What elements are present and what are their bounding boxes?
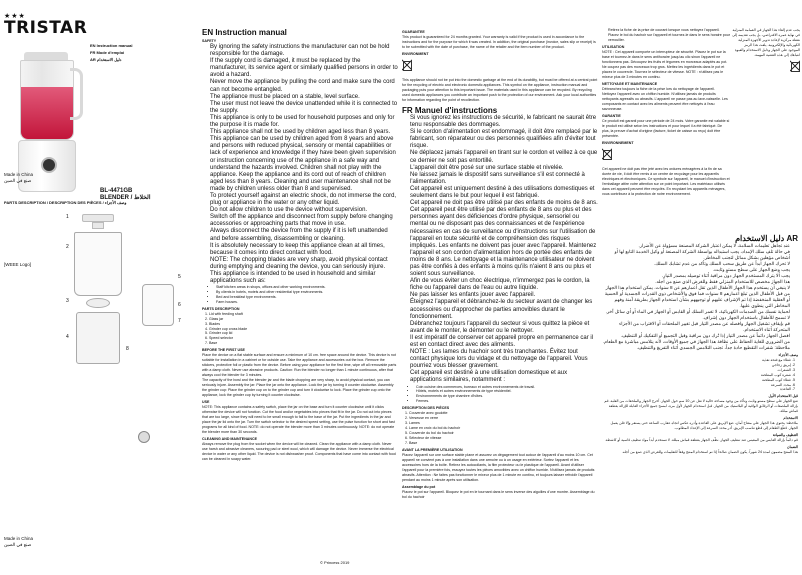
ar-safety-item: • لا تحرك الجهاز أبداً عن طريق سحب السلك وتأكد من عدم تشابك السلك. xyxy=(602,261,790,267)
ar-guarantee-heading: الضمان xyxy=(786,445,798,450)
en-part-item: 6. Speed selector xyxy=(209,336,398,341)
guarantee-text: This product is guaranteed for 24 months granted. Your warranty is valid if the product is used in accordance to the instructions and for the purpose for which it was created. In addition, the original purchase (invoice, sales slip or receipt) is to be submitted with the date of purchase, the name of the retailer and the item number of the product. xyxy=(402,35,596,49)
fr-assembly-text: Placez le pot sur l'appareil. Bloquez le pot en le tournant dans le sens inverse des aiguilles d'une montre. Assemblage du bol du hachoir xyxy=(402,489,595,499)
ar-part-item: 4. شفرة كوب المطحنة xyxy=(602,373,791,378)
brand-stars: ★★★ xyxy=(4,13,26,20)
ar-safety-item: • يجب ألا يترك المستخدم الجهاز دون مراقبة أثناء توصيله بمصدر التيار. xyxy=(602,273,790,279)
en-before-text: Place the device on a flat stable surface and ensure a minimum of 10 cm. free space around the device. This device is not suitable for installation in a cabinet or for outside use. Take the appliance and accessories out the box. Remove the stickers, protective foil or plastic from the device. Before using your appliance for the first time, wipe off all removable parts with a damp cloth. Never use abrasive products. Caution: Run the blender no longer than 1 minute continuous, after that always cool the blender for 3 minutes. xyxy=(202,353,397,378)
en-safety-item: • Switch off the appliance and disconnect from supply before changing accessories or approaching parts that move in use. xyxy=(210,214,398,228)
en-clean-text: Always remove the plug from the socket when the device will be cleaned. Clean the appliance with a damp cloth. Never use harsh and abrasive cleaners, scouring pad or steel wool, which will damage the device. Never immerse the electrical device in water or any other liquid. The device is not dishwasher proof. Components that have come into contact with food can be cleaned in soapy water. xyxy=(202,442,396,462)
parts-title: PARTS DESCRIPTION / DESCRIPTION DES PIÈCES / وصف الأجزاء xyxy=(4,200,127,205)
ar-safety-item: • لا تسمح للأطفال باستخدام الجهاز دون إشراف. xyxy=(602,315,790,321)
made-in-ar: صنع في الصين xyxy=(4,178,32,183)
en-use-heading: USE xyxy=(202,400,210,405)
fr-env-heading: ENVIRONNEMENT xyxy=(602,140,634,145)
fr-use-text: NOTE : Cet appareil comporte un interrupteur de sécurité. Placez le pot sur la base et tournez-le dans le sens antihoraire jusqu'au clic sinon l'appareil ne fonctionnera pas. Découpez les fruits et légumes en morceaux adaptés au pot. Ne coupez pas des morceaux trop gros. Mettez les ingrédients dans le pot et placez le couvercle. Tournez le sélecteur de vitesse. NOTE : n'utilisez pas le mixeur plus de 3 minutes en continu. xyxy=(602,49,728,79)
ar-safety-item: • عند تجاهل تعليمات السلامة، لا يمكن اعتبار الشركة المصنعة مسؤولة عن الأضرار. xyxy=(602,243,790,249)
part-jar xyxy=(74,232,122,296)
fr-parts-list xyxy=(402,411,598,445)
en-parts-list xyxy=(202,312,398,346)
en-safety-item: • This appliance shall not be used by children aged less than 8 years. This appliance can be used by children aged from 8 years and above and persons with reduced physical, sensory or mental capabilities or lack of experience and knowledge if they have been given supervision or instruction concerning use of the appliance in a safe way and understand the hazards involved. Children shall not play with the appliance. Keep the appliance and its cord out of reach of children aged less than 8 years. Cleaning and user maintenance shall not be made by children unless older than 8 and supervised. xyxy=(210,129,398,193)
french-panel xyxy=(400,0,600,575)
ar-clean-text: قم دائماً بإزالة القابس من المقبس عند تنظيف الجهاز. نظّف الجهاز بقطعة قماش مبللة. لا تستخدم أبداً مواد تنظيف قاسية أو كاشطة. xyxy=(604,438,798,443)
en-safety-item: • Never move the appliance by pulling the cord and make sure the cord can not become entangled. xyxy=(210,79,398,93)
en-safety-item: • The appliance must be placed on a stable, level surface. xyxy=(210,94,398,101)
en-part-item: 2. Glass jar xyxy=(209,317,398,322)
ar-before-text: ضع الجهاز على سطح مستو وثابت وتأكد من وجود مساحة خالية لا تقل عن 10 سم حول الجهاز. أخرج الجهاز والملحقات من العلبة. قم بإزالة الملصقات أو الرقائق الواقية أو البلاستيك من الجهاز. قبل استخدام الجهاز لأول مرة، امسح جميع الأجزاء القابلة للإزالة بقطعة قماش مبللة. xyxy=(604,399,798,414)
part-label: 5 xyxy=(178,274,181,280)
en-part-item: 4. Grinder cup cross blade xyxy=(209,327,398,332)
part-grinder-cup xyxy=(142,284,174,326)
fr-safety-item: • Éteignez l'appareil et débranchez-le du secteur avant de changer les accessoires ou d'approcher de parties amovibles durant le fonctionnement. xyxy=(410,299,598,320)
ar-parts-list xyxy=(602,358,798,392)
ar-safety-list xyxy=(602,243,798,351)
fr-safety-item: • Cet appareil est destiné à une utilisation domestique et aux applications similaires, notamment : xyxy=(410,370,598,384)
part-label: 2 xyxy=(66,244,69,250)
part-base xyxy=(76,312,120,364)
part-label: 3 xyxy=(66,298,69,304)
en-part-item: 5. Grinder cup lid xyxy=(209,331,398,336)
manual-link-en: EN Instruction manual xyxy=(90,43,133,48)
fr-before-text: Placez l'appareil sur une surface stable plane et assurez un dégagement tout autour de l'appareil d'au moins 10 cm. Cet appareil ne convient pas à une installation dans une armoire ou à un usage en extérieur. Sortez l'appareil et les accessoires hors de la boîte. Retirez les autocollants, la film protecteur ou le plastique de l'appareil. Avant d'utiliser l'appareil pour la première fois, essuyez toutes les pièces amovibles avec un chiffon humide. N'utilisez jamais de produits abrasifs. Attention : Ne faites pas fonctionner le mixeur plus de 1 minute en continu, et toujours laisser refroidir l'appareil pendant au moins 1 minute après son utilisation. xyxy=(402,452,595,482)
en-safety-item: • It is absolutely necessary to keep this appliance clean at all times, because it comes into direct contact with food. xyxy=(210,243,398,257)
fr-cont-item: • Placez le bol du hachoir sur l'appareil et tournez-le dans le sens horaire pour verrouiller. xyxy=(608,33,730,43)
ar-guarantee-text: هذا المنتج مضمون لمدة 24 شهراً. يكون الضمان صالحاً إذا تم استخدام المنتج وفقاً للتعليمات وللغرض الذي صنع من أجله. xyxy=(621,450,798,455)
fr-sub-item: • Coin cuisine des commerces, bureaux et autres environnements de travail. xyxy=(416,385,598,390)
fr-safety-item: • Ne pas laisser les enfants jouer avec l'appareil. xyxy=(410,292,598,299)
ar-safety-item: • هذا الجهاز مخصص للاستخدام المنزلي فقط وللغرض الذي صنع من أجله. xyxy=(602,279,790,285)
fr-guarantee-heading: GARANTIE xyxy=(602,113,621,118)
ar-parts-heading: وصف الأجزاء xyxy=(778,353,798,357)
fr-use-heading: UTILISATION xyxy=(602,44,625,49)
fr-clean-text: Débranchez toujours la fiche de la prise lors du nettoyage de l'appareil. Nettoyez l'appareil avec un chiffon humide. N'utilisez jamais de produits nettoyants agressifs ou abrasifs. L'appareil ne passe pas au lave-vaisselle. Les composants en contact avec les aliments peuvent être nettoyés à l'eau savonneuse. xyxy=(602,86,728,111)
manual-link-ar: AR دليل الاستخدام xyxy=(90,57,122,62)
environment-heading: ENVIRONMENT xyxy=(402,52,429,56)
part-label: 4 xyxy=(66,334,69,340)
copyright: © Princess 2019 xyxy=(320,560,350,565)
fr-part-item: 6. Sélecteur de vitesse xyxy=(409,436,598,441)
en-safety-item: • This appliance is only to be used for household purposes and only for the purpose it is made for. xyxy=(210,115,398,129)
en-safety-item: • To protect yourself against an electric shock, do not immerse the cord, plug or appliance in the water or any other liquid. xyxy=(210,193,398,207)
ar-clean-heading: التنظيف والصيانة xyxy=(772,433,798,438)
made-in-en: Made in China xyxy=(4,172,34,177)
en-safety-item: • NOTE: The chopping blades are very sharp, avoid physical contact during emptying and cleaning the device, you can seriously injure. xyxy=(210,257,398,271)
fr-sub-item: • Hôtels, motels et autres environnements de type résidentiel. xyxy=(416,389,598,394)
ar-top-column xyxy=(732,28,800,228)
part-lid xyxy=(82,214,114,222)
fr-part-item: 1. Couvercle avec goulotte xyxy=(409,411,598,416)
en-sub-item: • Staff kitchen areas in shops, offices and other working environments. xyxy=(216,285,398,290)
ar-safety-item: • يجب وضع الجهاز على سطح مستوٍ وثابت. xyxy=(602,267,790,273)
arabic-column xyxy=(602,234,798,574)
fr-safety-item: • Si vous ignorez les instructions de sécurité, le fabricant ne saurait être tenu responsable des dommages. xyxy=(410,115,598,129)
en-safety-item: • If the supply cord is damaged, it must be replaced by the manufacturer, its service agent or similarly qualified persons in order to avoid a hazard. xyxy=(210,58,398,79)
ar-safety-item: • ملاحظة: شفرات التقطيع حادة جداً، تجنب التلامس الجسدي أثناء التفريغ والتنظيف. xyxy=(602,345,790,351)
ar-safety-item: • لحماية نفسك من الصدمات الكهربائية، لا تغمر السلك أو القابس أو الجهاز في الماء أو أي سائل آخر. xyxy=(602,309,790,315)
ar-use-text: ملاحظة: يحتوي هذا الجهاز على مفتاح أمان، ضع الإبريق على القاعدة وأدره عكس اتجاه عقارب الساعة حتى يستقر وإلا فلن يعمل الجهاز. قطّع الطعام إلى قطع تناسب الإبريق. أدر محدد السرعة إلى الإعداد المطلوب. xyxy=(610,421,798,431)
en-safety-item: • The user must not leave the device unattended while it is connected to the supply. xyxy=(210,101,398,115)
en-part-item: 1. Lid with feeding shaft xyxy=(209,312,398,317)
cover-panel xyxy=(0,0,200,575)
wheelie-bin-icon xyxy=(602,148,612,160)
fr-cont-item: • Retirez la fiche de la prise de courant lorsque vous nettoyez l'appareil. xyxy=(608,28,730,33)
en-safety-item: • By ignoring the safety instructions the manufacturer can not be hold responsible for the damage. xyxy=(210,44,398,58)
made-in-en: Made in China xyxy=(4,536,34,541)
ar-part-item: 3. الشفرات xyxy=(602,368,791,373)
fr-safety-list xyxy=(402,115,598,385)
made-in-ar: صنع في الصين xyxy=(4,542,32,547)
fr-assembly-heading: Assemblage du pot xyxy=(402,484,436,489)
ar-part-item: 7. القاعدة xyxy=(602,387,791,392)
ar-safety-item: • في حالة تلف سلك الإمداد، يجب استبداله بواسطة الشركة المصنعة أو وكيل الخدمة التابع لها أو أشخاص مؤهلين بشكل مماثل لتجنب المخاطر. xyxy=(602,249,790,261)
brand-logo xyxy=(4,12,87,38)
part-label: 1 xyxy=(66,214,69,220)
fr-safety-item: • NOTE : Les lames du hachoir sont très tranchantes. Évitez tout contact physique lors du vidage et du nettoyage de l'appareil. Vous pourriez vous blesser gravement. xyxy=(410,349,598,370)
made-in-label xyxy=(4,172,33,184)
fr-parts-heading: DESCRIPTION DES PIÈCES xyxy=(402,406,450,411)
ar-part-item: 5. غطاء كوب المطحنة xyxy=(602,378,791,383)
model-code: BL-4471GB xyxy=(100,188,133,194)
en-sub-item: • Bed and breakfast type environments. xyxy=(216,295,398,300)
en-parts-heading: PARTS DESCRIPTION xyxy=(202,306,240,311)
environment-text: This appliance should not be put into the domestic garbage at the end of its durability, but must be offered at a central point for the recycling of electric and electronic domestic appliances. This symbol on the appliance, instruction manual and packaging puts your attention to this important issue. The materials used in this appliance can be recycled. By recycling used domestic appliances you contribute an important push to the protection of our environment. Ask your local authorities for information regarding the point of recollection. xyxy=(402,78,598,102)
ar-safety-item: • افصل الجهاز دائماً عن مصدر التيار إذا تُرك دون مراقبة وقبل التجميع أو التفكيك أو التنظيف. xyxy=(602,333,790,339)
ar-part-item: 6. محدد السرعة xyxy=(602,383,791,388)
fr-part-item: 5. Couvercle du bol du hachoir xyxy=(409,431,598,436)
fr-sub-item: • Fermes. xyxy=(416,399,598,404)
fr-safety-item: • Cet appareil ne doit pas être utilisé par des enfants de moins de 8 ans. Cet appareil peut être utilisé par des enfants de 8 ans ou plus et des personnes ayant des déficiences d'ordre physique, sensoriel ou mental ou ne disposant pas des connaissances et de l'expérience nécessaires en cas de surveillance ou d'instructions sur l'utilisation de l'appareil en toute sécurité et de compréhension des risques impliqués. Les enfants ne doivent pas jouer avec l'appareil. Maintenez l'appareil et son cordon d'alimentation hors de portée des enfants de moins de 8 ans. Le nettoyage et la maintenance utilisateur ne doivent pas être confiés à des enfants à moins qu'ils n'aient 8 ans ou plus et soient sous surveillance. xyxy=(410,200,598,278)
fr-safety-item: • Si le cordon d'alimentation est endommagé, il doit être remplacé par le fabricant, son réparateur ou des personnes qualifiées afin d'éviter tout risque. xyxy=(410,129,598,150)
en-before-heading: BEFORE THE FIRST USE xyxy=(202,348,245,353)
blender-product-image xyxy=(10,52,82,190)
ar-safety-item: • لا ينبغي أن يستخدم هذا الجهاز الأطفال الذين تقل أعمارهم عن 8 سنوات. يمكن استخدام هذا الجهاز من قبل الأطفال الذين تبلغ أعمارهم 8 سنوات فما فوق والأشخاص ذوي القدرات الجسدية أو الحسية أو العقلية المنخفضة إذا تم الإشراف عليهم أو توجيههم بشأن استخدام الجهاز بطريقة آمنة وفهم المخاطر التي ينطوي عليها. xyxy=(602,285,790,309)
arabic-panel xyxy=(600,0,802,575)
parts-diagram xyxy=(30,214,180,374)
en-sub-item: • By clients in hotels, motels and other residential type environments. xyxy=(216,290,398,295)
en-sub-list xyxy=(202,285,398,305)
fr-safety-item: • Il est impératif de conserver cet appareil propre en permanence car il est en contact direct avec des aliments. xyxy=(410,335,598,349)
part-cap xyxy=(92,222,104,229)
wheelie-bin-icon xyxy=(402,59,412,71)
en-part-item: 7. Base xyxy=(209,341,398,346)
part-label: 6 xyxy=(178,302,181,308)
fr-part-item: 4. Lame en croix du bol du hachoir xyxy=(409,426,598,431)
en-title: EN Instruction manual xyxy=(202,28,287,37)
english-panel xyxy=(200,0,400,575)
fr-sub-item: • Environnements de type chambre d'hôtes. xyxy=(416,394,598,399)
ar-safety-item: • قم بإيقاف تشغيل الجهاز وافصله عن مصدر التيار قبل تغيير الملحقات أو الاقتراب من الأجزاء المتحركة أثناء الاستخدام. xyxy=(602,321,790,333)
fr-title: FR Manuel d'instructions xyxy=(402,106,498,115)
model-name: BLENDER / الخلاط xyxy=(100,195,151,201)
en-safety-list xyxy=(202,44,398,285)
fr-safety-item: • Ne laissez jamais le dispositif sans surveillance s'il est connecté à l'alimentation. xyxy=(410,172,598,186)
fr-safety-item: • Afin de vous éviter un choc électrique, n'immergez pas le cordon, la fiche ou l'appareil dans de l'eau ou autre liquide. xyxy=(410,278,598,292)
english-column xyxy=(202,28,398,573)
brand-name: TRISTAR xyxy=(4,18,88,38)
fr-cont-list xyxy=(602,28,730,43)
ar-part-item: 1. غطاء مع فتحة تغذية xyxy=(602,358,791,363)
fr-safety-item: • Cet appareil est uniquement destiné à des utilisations domestiques et seulement dans le but pour lequel il est fabriqué. xyxy=(410,186,598,200)
fr-safety-item: • Débranchez toujours l'appareil du secteur si vous quittez la pièce et avant de le monter, le démonter ou le nettoyer. xyxy=(410,321,598,335)
fr-sub-list xyxy=(402,385,598,405)
en-sub-item: • Farm houses. xyxy=(216,300,398,305)
ar-top-text: يجب عدم إلقاء هذا الجهاز في القمامة المنزلية في نهاية عمره الافتراضي، بل يجب تقديمه إلى نقطة مركزية لإعادة تدوير الأجهزة المنزلية الكهربائية والإلكترونية. يلفت هذا الرمز الموجود على الجهاز ودليل الاستخدام والعبوة انتباهك إلى هذه القضية المهمة. xyxy=(732,28,800,57)
french-column xyxy=(402,28,598,573)
manual-link-fr: FR Mode d'emploi xyxy=(90,50,125,55)
en-safety-item: • Do not allow children to use the device without supervision. xyxy=(210,207,398,214)
en-safety-item: • Always disconnect the device from the supply if it is left unattended and before assembling, disassembling or cleaning. xyxy=(210,228,398,242)
fr-before-heading: AVANT LA PREMIÈRE UTILISATION xyxy=(402,447,463,452)
fr-safety-item: • L'appareil doit être posé sur une surface stable et nivelée. xyxy=(410,165,598,172)
en-safety-item: • This appliance is intended to be used in household and similar applications such as: xyxy=(210,271,398,285)
ar-part-item: 2. إبريق زجاجي xyxy=(602,363,791,368)
fr-part-item: 7. Base xyxy=(409,441,598,446)
guarantee-heading: GUARANTEE xyxy=(402,30,425,34)
fr-safety-item: • Ne déplacez jamais l'appareil en tirant sur le cordon et veillez à ce que ce dernier ne soit pas entortillé. xyxy=(410,150,598,164)
en-use-intro: The capacity of the bowl and the blender jar and the blade chopping are very sharp, to avoid physical contact, you can seriously injure. Assembly the jar: Place the jar onto the appliance. Lock the jar by turning it counter clockwise. Assembly the grinder cup: Place the grinder cup on to the grinder cup and turn it clockwise to lock. Place the grinder cup onto the appliance, lock the grinder cup by turning it counter clockwise. xyxy=(202,378,394,398)
ar-before-heading: قبل الاستخدام الأول xyxy=(768,394,798,399)
en-safety-heading: SAFETY xyxy=(202,39,217,43)
manual-language-list xyxy=(90,42,132,63)
fr-guarantee-text: Ce produit est garanti pour une période de 24 mois. Votre garantie est valable si le produit est utilisé selon les instructions et pour lequel il a été fabriqué. De plus, la preuve d'achat d'origine (facture, ticket de caisse ou reçu) doit être présentée. xyxy=(602,118,730,138)
ar-use-heading: الاستخدام xyxy=(783,416,798,421)
en-use-text: NOTE: This appliance contains a safety switch, place the jar on the base and turn it counter clockwise until it clicks otherwise the device will not function. Cut the food and/or vegetables into pieces that fit in the jar. Do not cut into pieces that are too large, since they will need to be small enough to fall to the base of the jar. Put the ingredients in the jar and place the jar lid onto the jar. Turn the switch selector to the desired speed setting, use the pulse function for short and fast programs for all kind of food. NOTE: do not operate the blender more than 3 minutes continuously. NOTE: do not operate the blender more than 30 seconds. xyxy=(202,405,395,435)
weee-logo-note: [WEEE Logo] xyxy=(4,262,32,267)
fr-continued-column xyxy=(602,28,730,248)
fr-clean-heading: NETTOYAGE ET MAINTENANCE xyxy=(602,81,658,86)
wheelie-bin-icon xyxy=(790,60,800,72)
part-label: 8 xyxy=(126,346,129,352)
ar-safety-item: • من الضروري للغاية الحفاظ على نظافة هذا الجهاز في جميع الأوقات، لأنه يتلامس مباشرة مع الطعام. xyxy=(602,339,790,345)
fr-part-item: 3. Lames xyxy=(409,421,598,426)
made-in-label-bottom xyxy=(4,536,33,548)
ar-title: AR دليل الاستخدام xyxy=(735,234,798,243)
fr-env-text: Cet appareil ne doit pas être jeté avec les ordures ménagères à la fin de sa durée de vie, il doit être remis à un centre de recyclage pour les appareils électriques et électroniques. Ce symbole sur l'appareil, le manuel d'instruction et l'emballage attire votre attention sur ce point important. Les matériaux utilisés dans cet appareil peuvent être recyclés. En recyclant les appareils ménagers, vous contribuez à la protection de notre environnement. xyxy=(602,166,730,196)
part-blade xyxy=(86,298,110,308)
part-label: 7 xyxy=(178,318,181,324)
en-part-item: 3. Blades xyxy=(209,322,398,327)
fr-part-item: 2. Verseuse en verre xyxy=(409,416,598,421)
en-clean-heading: CLEANING AND MAINTENANCE xyxy=(202,437,257,442)
